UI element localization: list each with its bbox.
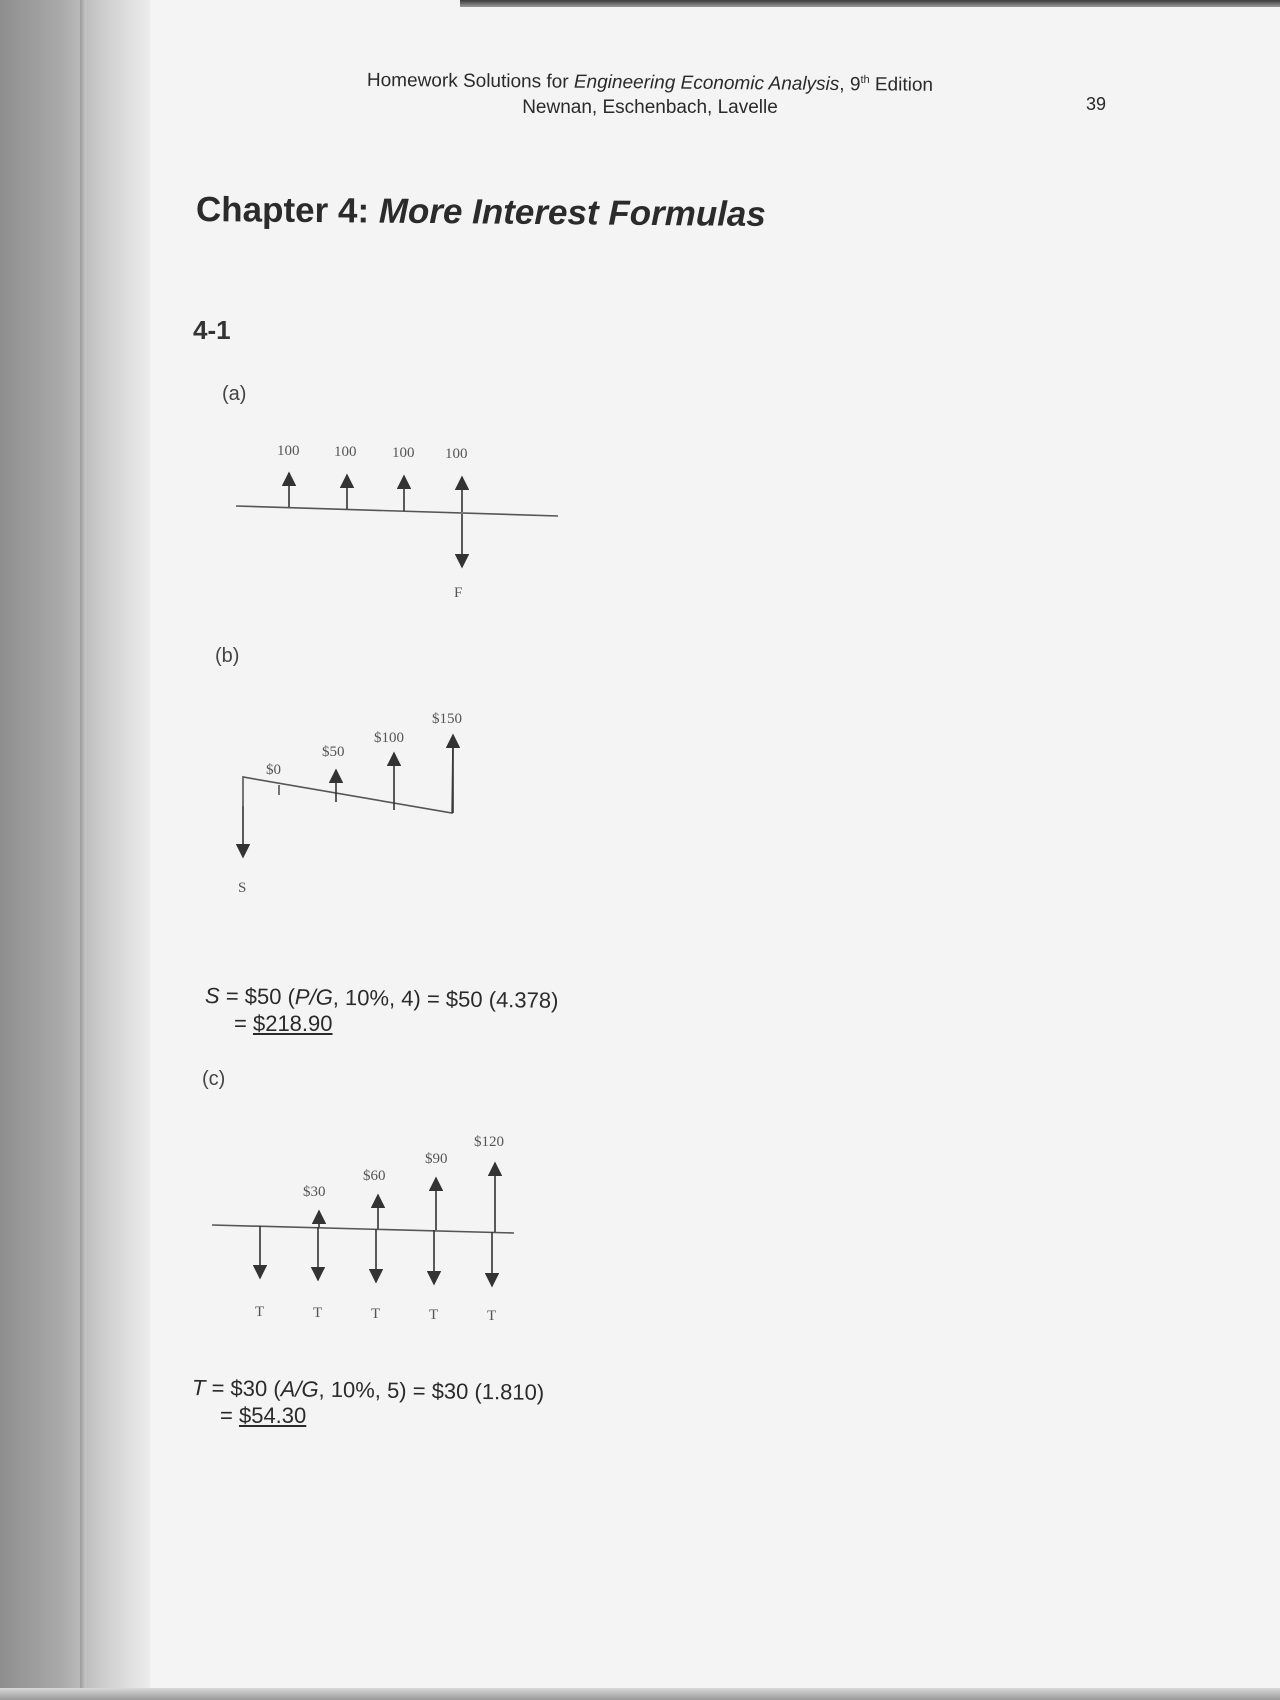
amount-c-2: $60 (363, 1168, 386, 1184)
label-a-F: F (454, 585, 463, 601)
amount-b-3: $100 (374, 730, 404, 746)
part-a-label: (a) (222, 383, 247, 405)
amount-a-2: 100 (334, 444, 357, 460)
diagram-a (236, 443, 558, 601)
equation-b-line2 (234, 1010, 333, 1038)
equation-c-line2 (220, 1402, 306, 1430)
eq-c-equals: = (220, 1403, 239, 1428)
eq-c-part1: = $30 ( (205, 1375, 281, 1402)
diagram-b (238, 711, 462, 896)
diagram-c (212, 1134, 514, 1324)
amount-c-1: $30 (303, 1184, 326, 1200)
header-prefix: Homework Solutions for (366, 69, 574, 93)
eq-b-equals: = (234, 1011, 253, 1036)
eq-c-var: T (191, 1375, 206, 1401)
amount-b-2: $50 (322, 744, 345, 760)
eq-b-part2: , 10%, 4) = $50 (4.378) (332, 984, 559, 1013)
label-c-T2: T (313, 1305, 323, 1321)
amount-c-4: $120 (474, 1134, 504, 1150)
answer-c: $54.30 (238, 1403, 307, 1428)
eq-c-part2: , 10%, 5) = $30 (1.810) (318, 1376, 545, 1405)
chapter-prefix: Chapter 4: (195, 190, 379, 231)
timeline-b (243, 744, 453, 813)
eq-b-factor: P/G (294, 984, 333, 1010)
amount-a-3: 100 (392, 445, 415, 461)
book-title: Engineering Economic Analysis (573, 71, 840, 95)
timeline-a (236, 506, 558, 516)
timeline-c (212, 1225, 514, 1233)
edition-superscript: th (860, 73, 870, 86)
amount-b-4: $150 (432, 711, 462, 727)
amount-a-1: 100 (277, 443, 300, 459)
page-number: 39 (1086, 94, 1107, 114)
amount-b-1: $0 (266, 762, 281, 778)
header-edition-num: , 9 (839, 73, 861, 96)
problem-number: 4-1 (193, 315, 231, 345)
eq-b-part1: = $50 ( (219, 983, 296, 1010)
authors: Newnan, Eschenbach, Lavelle (522, 97, 778, 119)
label-c-T1: T (255, 1304, 265, 1320)
label-c-T5: T (487, 1308, 497, 1324)
amount-c-3: $90 (425, 1151, 448, 1167)
header-edition-word: Edition (869, 74, 934, 96)
label-c-T3: T (371, 1306, 381, 1322)
part-b-label: (b) (215, 645, 240, 667)
label-c-T4: T (429, 1307, 439, 1323)
part-c-label: (c) (202, 1068, 226, 1090)
label-b-S: S (238, 880, 247, 896)
eq-b-var: S (204, 983, 220, 1009)
answer-b: $218.90 (252, 1011, 333, 1036)
amount-a-4: 100 (445, 446, 468, 462)
eq-c-factor: A/G (280, 1376, 319, 1402)
chapter-name: More Interest Formulas (378, 191, 767, 234)
